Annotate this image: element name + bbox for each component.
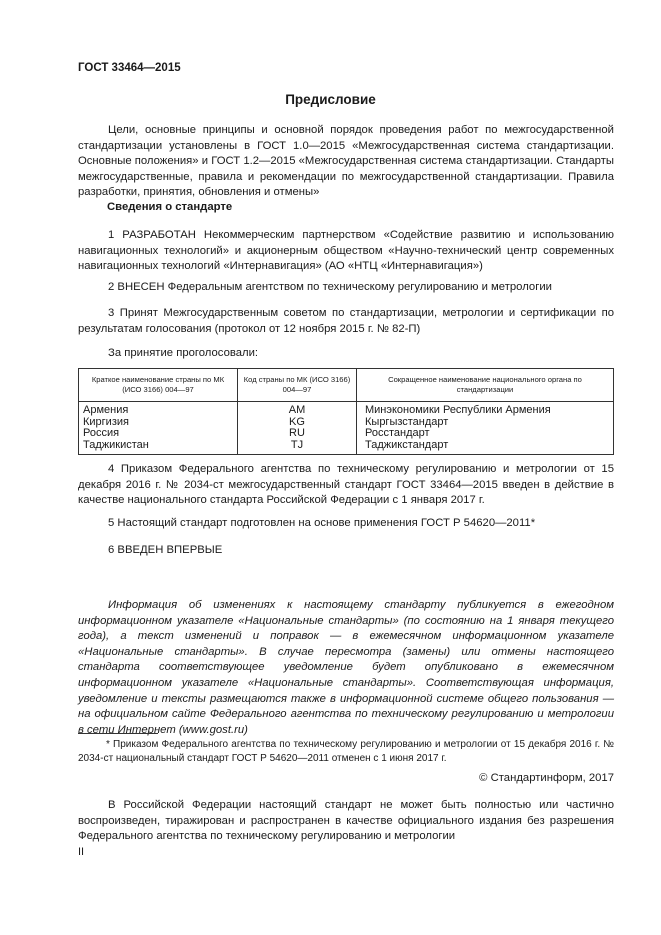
table-row <box>79 428 614 440</box>
intro-paragraph <box>78 123 614 201</box>
voted-label <box>78 346 614 362</box>
voted-text: За принятие проголосовали: <box>108 347 259 359</box>
notice-paragraph <box>78 598 614 738</box>
table-row <box>79 440 614 455</box>
footnote-divider <box>78 733 158 734</box>
item-6-text: 6 ВВЕДЕН ВПЕРВЫЕ <box>108 544 223 556</box>
item-4 <box>78 462 614 509</box>
table-cell-code: KG <box>238 417 357 429</box>
notice-text: Информация об изменениях к настоящему стандарту публикуется в ежегодном информационном указателе «Национальные стандарты» (по состоянию на 1 января текущего года), а текст изменений и поправок — в ежемесячном информационном указателе «Национальные стандарты». В случае пересмотра (замены) или отмены настоящего стандарта соответствующее уведомление будет опубликовано в ежемесячном информационном указателе «Национальные стандарты». Соответствующая информация, уведомление и тексты размещаются также в информационной системе общего пользования — на официальном сайте Федерального агентства по техническому регулированию и метрологии в сети Интернет (www.gost.ru) <box>78 599 614 736</box>
table-row <box>79 402 614 417</box>
intro-text: Цели, основные принципы и основной порядок проведения работ по межгосударственной стандартизации установлены в ГОСТ 1.0—2015 «Межгосударственная система стандартизации. Основные положения» и ГОСТ 1.2—2015 «Межгосударственная система стандартизации. Стандарты межгосударственные, правила и рекомендации по межгосударственной стандартизации. Правила разработки, принятия, обновления и отмены» <box>78 124 614 199</box>
item-4-text: 4 Приказом Федерального агентства по техническому регулированию и метрологии от 15 декабря 2016 г. № 2034-ст межгосударственный стандарт ГОСТ 33464—2015 введен в действие в качестве национального стандарта Российской Федерации с 1 января 2017 г. <box>78 463 614 507</box>
footnote <box>78 738 614 766</box>
table-row <box>79 417 614 429</box>
item-2-text: 2 ВНЕСЕН Федеральным агентством по техническому регулированию и метрологии <box>108 281 552 293</box>
table-cell-code: RU <box>238 428 357 440</box>
page-title: Предисловие <box>285 92 376 107</box>
item-1-text: 1 РАЗРАБОТАН Некоммерческим партнерством «Содействие развитию и использованию навигационных технологий» и акционерным обществом «Научно-технический центр современных навигационных технологий «Интернавигация» (АО «НТЦ «Интернавигация») <box>78 229 614 273</box>
table-header-body: Сокращенное наименование национального органа по стандартизации <box>357 369 614 402</box>
table-cell-code: AM <box>238 402 357 417</box>
table-header-code: Код страны по МК (ИСО 3166) 004—97 <box>238 369 357 402</box>
footnote-text: * Приказом Федерального агентства по техническому регулированию и метрологии от 15 декабря 2016 г. № 2034-ст национальный стандарт ГОСТ Р 54620—2011 отменен с 1 июня 2017 г. <box>78 739 614 764</box>
item-6 <box>78 543 614 559</box>
item-3-text: 3 Принят Межгосударственным советом по стандартизации, метрологии и сертификации по результатам голосования (протокол от 12 ноября 2015 г. № 82-П) <box>78 307 614 335</box>
item-5 <box>78 516 614 532</box>
table-cell-country: Киргизия <box>83 415 129 428</box>
page-number: II <box>78 846 85 858</box>
table-cell-country: Россия <box>83 427 120 439</box>
item-2 <box>78 280 614 296</box>
table-cell-country: Таджикистан <box>83 438 149 451</box>
info-heading: Сведения о стандарте <box>107 201 233 213</box>
table-header-row <box>79 369 614 402</box>
table-cell-country: Армения <box>83 404 129 416</box>
table-header-country: Краткое наименование страны по МК (ИСО 3166) 004—97 <box>79 369 238 402</box>
item-5-text: 5 Настоящий стандарт подготовлен на основе применения ГОСТ Р 54620—2011* <box>108 517 536 529</box>
table-cell-body: Таджикстандарт <box>357 440 614 455</box>
copyright: © Стандартинформ, 2017 <box>479 772 614 784</box>
table-cell-body: Кыргызстандарт <box>357 417 614 429</box>
item-3 <box>78 306 614 337</box>
table-cell-code: TJ <box>238 440 357 455</box>
table-cell-body: Росстандарт <box>357 428 614 440</box>
item-1 <box>78 228 614 275</box>
rights-paragraph <box>78 798 614 845</box>
table-cell-body: Минэкономики Республики Армения <box>357 402 614 417</box>
voting-table <box>78 368 614 455</box>
document-code: ГОСТ 33464—2015 <box>78 62 181 74</box>
rights-text: В Российской Федерации настоящий стандарт не может быть полностью или частично воспроизведен, тиражирован и распространен в качестве официального издания без разрешения Федерального агентства по техническому регулированию и метрологии <box>78 799 614 843</box>
